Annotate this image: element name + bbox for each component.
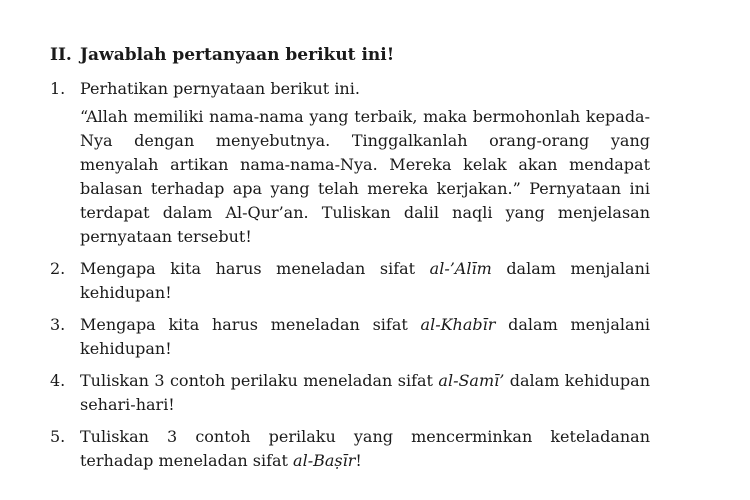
question-quote: “Allah memiliki nama-nama yang terbaik, maka bermohonlah kepada-Nya dengan menyebutnya. Tinggalkanlah orang-orang yang menyalah artikan nama-nama-Nya. Mereka kelak akan mendapat balasan terhadap apa yang telah mereka kerjakan.” Pernyataan ini terdapat dalam Al-Qur’an. Tuliskan dalil naqli yang menjelasan pernyataan tersebut! — [80, 107, 650, 246]
question-5 — [50, 425, 650, 473]
question-number: 1. — [50, 79, 66, 98]
section-heading — [50, 43, 650, 67]
term: al-’Alīm — [429, 259, 492, 278]
section-number: II. — [50, 45, 72, 65]
term: al-Khabīr — [420, 315, 496, 334]
question-text: Perhatikan pernyataan berikut ini. — [80, 79, 360, 98]
question-text: Mengapa kita harus meneladan sifat al-Khabīr dalam menjalani kehidupan! — [80, 315, 650, 358]
question-number: 5. — [50, 427, 66, 446]
question-text: Tuliskan 3 contoh perilaku meneladan sifat al-Samī’ dalam kehidupan sehari-hari! — [80, 371, 650, 414]
question-2 — [50, 257, 650, 305]
question-1 — [50, 77, 650, 249]
question-4 — [50, 369, 650, 417]
question-number: 3. — [50, 315, 66, 334]
question-number: 2. — [50, 259, 66, 278]
question-text: Tuliskan 3 contoh perilaku yang mencerminkan keteladanan terhadap meneladan sifat al-Baṣīr! — [80, 427, 650, 470]
exercise-page — [50, 43, 650, 481]
term: al-Samī’ — [438, 371, 505, 390]
question-number: 4. — [50, 371, 66, 390]
question-3 — [50, 313, 650, 361]
section-title: Jawablah pertanyaan berikut ini! — [80, 45, 395, 65]
term: al-Baṣīr — [293, 451, 356, 470]
question-text: Mengapa kita harus meneladan sifat al-’Alīm dalam menjalani kehidupan! — [80, 259, 651, 302]
